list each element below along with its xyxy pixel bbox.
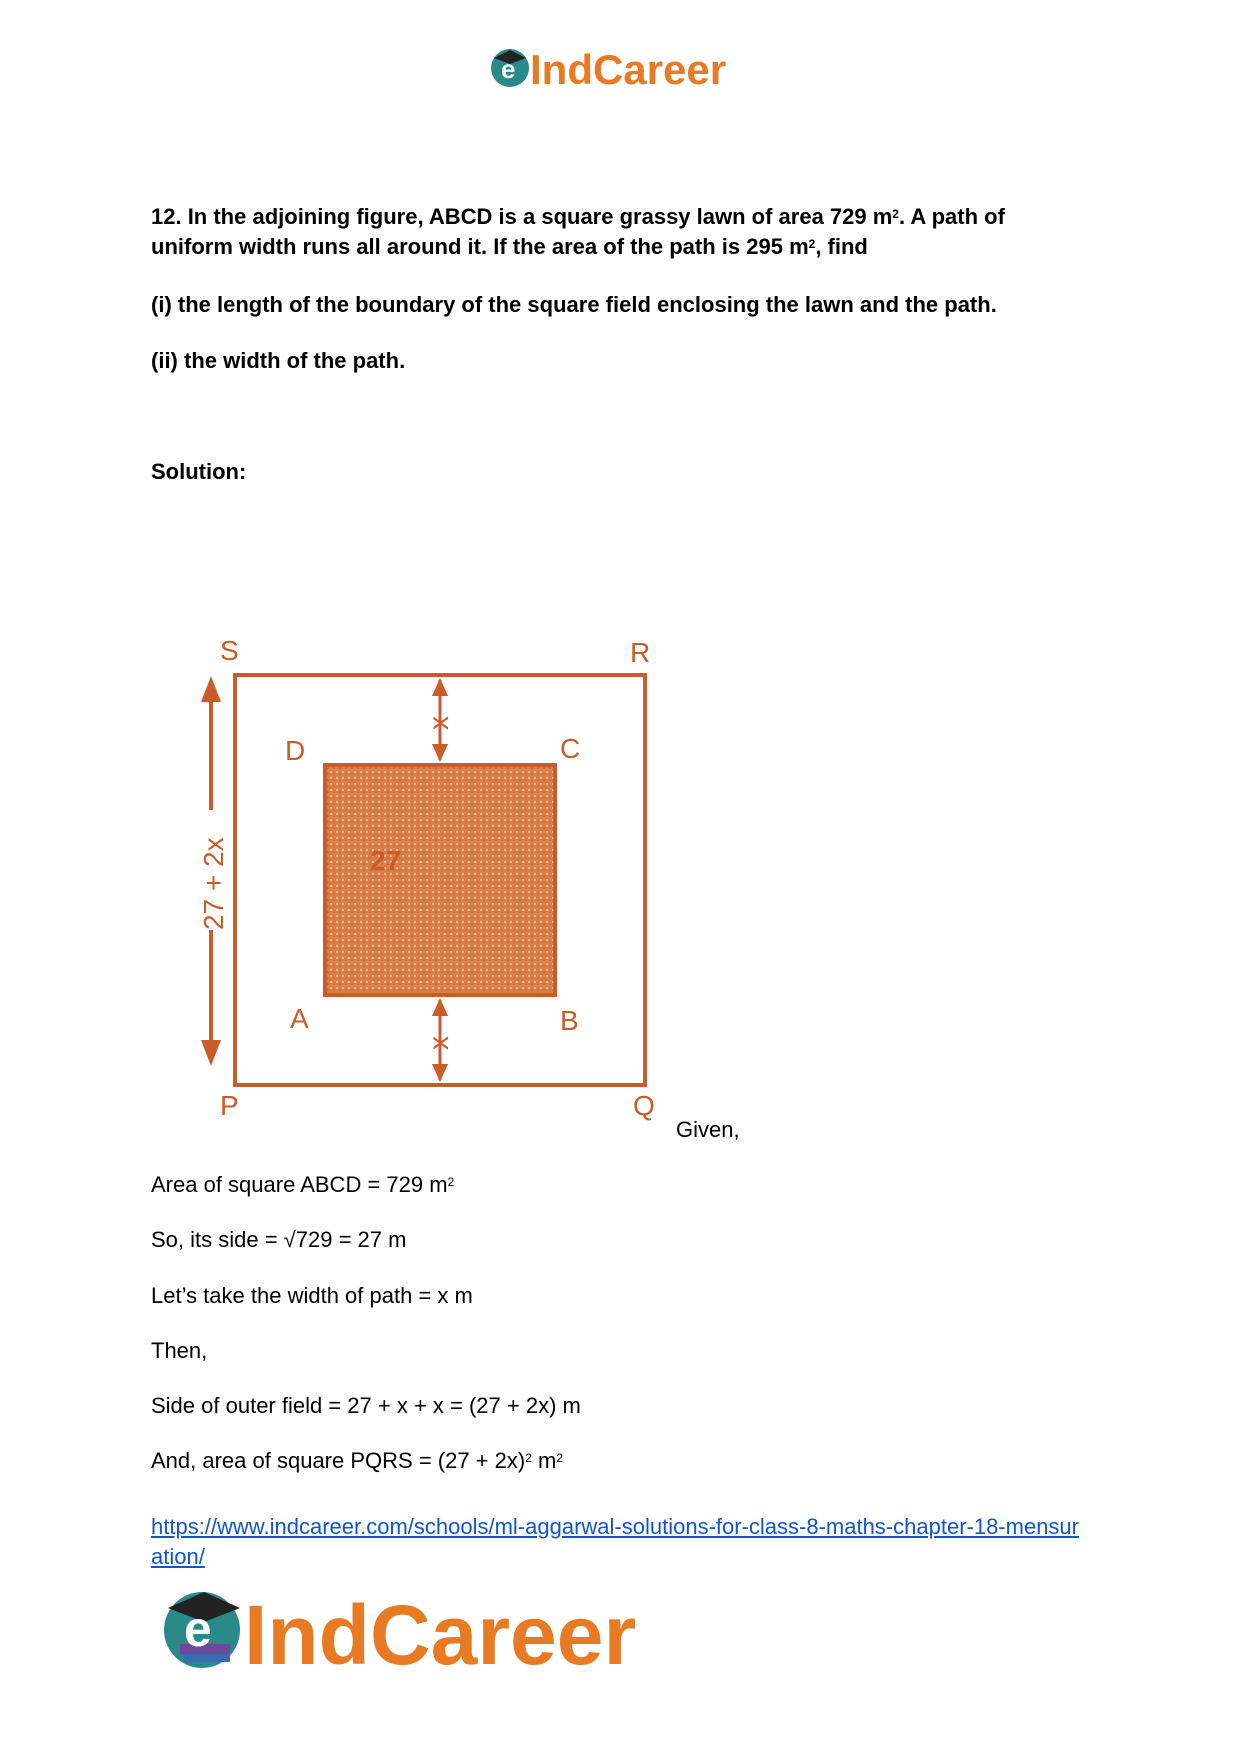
solution-heading: Solution: — [151, 459, 247, 484]
vertex-q: Q — [633, 1090, 655, 1121]
inner-side-label: 27 — [370, 845, 402, 876]
vertex-d: D — [285, 735, 306, 766]
vertex-p: P — [220, 1090, 239, 1121]
indcareer-logo-top — [488, 40, 758, 96]
step-2: So, its side = √729 = 27 m — [151, 1227, 407, 1252]
chapter-link[interactable]: https://www.indcareer.com/schools/ml-aggarwal-solutions-for-class-8-maths-chapter-18-mensuration/ — [151, 1514, 1079, 1569]
question-part-2: (ii) the width of the path. — [151, 348, 406, 373]
lawn-path-figure — [155, 620, 675, 1130]
vertex-a: A — [290, 1003, 309, 1034]
logo-wordmark: IndCareer — [530, 46, 727, 93]
vertex-b: B — [560, 1005, 579, 1036]
step-6: And, area of square PQRS = $(27 + 2x)^2$ $m^2$ — [151, 1448, 564, 1473]
step-4: Then, — [151, 1338, 208, 1363]
question-part-1: (i) the length of the boundary of the square field enclosing the lawn and the path. — [151, 292, 997, 317]
inner-square-abcd — [325, 765, 555, 995]
step-1: Area of square ABCD = 729 $m^2$ — [151, 1172, 455, 1197]
bottom-gap-label: x — [423, 1036, 454, 1050]
indcareer-logo-bottom — [160, 1578, 700, 1678]
svg-text:e: e — [501, 54, 516, 84]
svg-text:e: e — [184, 1601, 212, 1657]
question-text: 12. In the adjoining figure, ABCD is a square grassy lawn of area 729 $m^2$. A path of uniform width runs all around it. If the area of the path is 295 $m^2$, find — [151, 204, 1005, 259]
vertex-s: S — [220, 635, 239, 666]
logo-wordmark: IndCareer — [244, 1588, 637, 1678]
step-3: Let’s take the width of path = x m — [151, 1283, 473, 1308]
side-length-label: 27 + 2x — [198, 837, 229, 930]
given-label: Given, — [676, 1117, 740, 1142]
vertex-r: R — [630, 637, 651, 668]
step-5: Side of outer field = 27 + x + x = (27 + 2x) m — [151, 1393, 581, 1418]
top-gap-label: x — [423, 716, 454, 730]
vertex-c: C — [560, 733, 581, 764]
